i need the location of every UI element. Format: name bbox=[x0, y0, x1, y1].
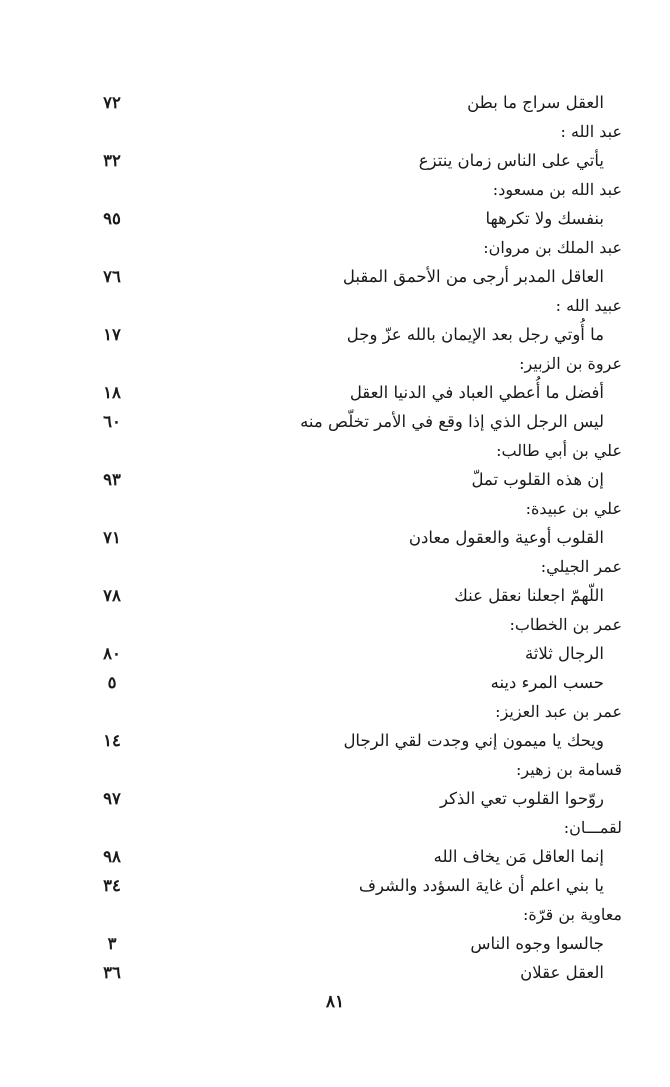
saying-text: يا بني اعلم أن غاية السؤدد والشرف bbox=[358, 876, 604, 895]
page-reference: ٧٢ bbox=[103, 93, 121, 112]
person-name: عمر الجيلي: bbox=[540, 557, 622, 576]
person-name: معاوية بن قرّة: bbox=[523, 905, 622, 924]
index-saying-row bbox=[100, 784, 622, 813]
person-name: عبد الله : bbox=[560, 122, 622, 141]
page-reference: ٣٦ bbox=[103, 963, 121, 982]
person-name: عروة بن الزبير: bbox=[519, 354, 622, 373]
saying-text: القلوب أوعية والعقول معادن bbox=[408, 528, 604, 547]
index-person-heading bbox=[100, 175, 622, 204]
page-reference: ٦٠ bbox=[103, 412, 121, 431]
page-reference: ١٨ bbox=[103, 383, 121, 402]
index-saying-row bbox=[100, 523, 622, 552]
saying-text: بنفسك ولا تكرهها bbox=[485, 209, 604, 228]
page-reference: ٣ bbox=[107, 934, 117, 953]
index-person-heading bbox=[100, 349, 622, 378]
index-saying-row bbox=[100, 88, 622, 117]
saying-text: إن هذه القلوب تملّ bbox=[471, 470, 604, 489]
person-name: عبد الملك بن مروان: bbox=[483, 238, 622, 257]
index-saying-row bbox=[100, 726, 622, 755]
page-reference: ٧٨ bbox=[103, 586, 121, 605]
index-person-heading bbox=[100, 494, 622, 523]
index-person-heading bbox=[100, 610, 622, 639]
index-person-heading bbox=[100, 900, 622, 929]
saying-text: جالسوا وجوه الناس bbox=[470, 934, 604, 953]
page-reference: ١٤ bbox=[103, 731, 121, 750]
person-name: علي بن أبي طالب: bbox=[496, 441, 622, 460]
index-saying-row bbox=[100, 204, 622, 233]
person-name: عمر بن عبد العزيز: bbox=[495, 702, 622, 721]
saying-text: يأتي على الناس زمان ينتزع bbox=[418, 151, 604, 170]
index-person-heading bbox=[100, 291, 622, 320]
index-saying-row bbox=[100, 668, 622, 697]
index-saying-row bbox=[100, 639, 622, 668]
page-number: ٨١ bbox=[325, 992, 345, 1012]
saying-text: حسب المرء دينه bbox=[490, 673, 604, 692]
person-name: عبيد الله : bbox=[555, 296, 622, 315]
person-name: قسامة بن زهير: bbox=[516, 760, 622, 779]
page-reference: ٩٣ bbox=[103, 470, 121, 489]
page-reference: ٩٨ bbox=[103, 847, 121, 866]
index-saying-row bbox=[100, 958, 622, 987]
person-name: عمر بن الخطاب: bbox=[509, 615, 622, 634]
saying-text: إنما العاقل مَن يخاف الله bbox=[433, 847, 604, 866]
index-saying-row bbox=[100, 320, 622, 349]
saying-text: العقل سراج ما بطن bbox=[467, 93, 604, 112]
page-reference: ٧٦ bbox=[103, 267, 121, 286]
index-saying-row bbox=[100, 465, 622, 494]
page-reference: ٧١ bbox=[103, 528, 121, 547]
index-person-heading bbox=[100, 813, 622, 842]
index-saying-row bbox=[100, 842, 622, 871]
saying-text: الرجال ثلاثة bbox=[524, 644, 604, 663]
page-reference: ٨٠ bbox=[103, 644, 121, 663]
index-saying-row bbox=[100, 262, 622, 291]
index-saying-row bbox=[100, 407, 622, 436]
page-reference: ٣٢ bbox=[103, 151, 121, 170]
saying-text: العاقل المدبر أرجى من الأحمق المقبل bbox=[342, 267, 604, 286]
index-person-heading bbox=[100, 436, 622, 465]
index-person-heading bbox=[100, 117, 622, 146]
person-name: لقمـــان: bbox=[563, 818, 622, 837]
index-saying-row bbox=[100, 378, 622, 407]
index-person-heading bbox=[100, 552, 622, 581]
saying-text: أفضل ما أُعطي العباد في الدنيا العقل bbox=[349, 383, 604, 402]
saying-text: اللّهمّ اجعلنا نعقل عنك bbox=[454, 586, 604, 605]
page-reference: ١٧ bbox=[103, 325, 121, 344]
index-person-heading bbox=[100, 233, 622, 262]
index-person-heading bbox=[100, 755, 622, 784]
index-saying-row bbox=[100, 871, 622, 900]
saying-text: ويحك يا ميمون إني وجدت لقي الرجال bbox=[343, 731, 604, 750]
saying-text: ليس الرجل الذي إذا وقع في الأمر تخلّص منه bbox=[300, 412, 604, 431]
page-reference: ٩٥ bbox=[103, 209, 121, 228]
page-reference: ٥ bbox=[107, 673, 117, 692]
saying-text: ما أُوتي رجل بعد الإيمان بالله عزّ وجل bbox=[346, 325, 604, 344]
saying-text: العقل عقلان bbox=[520, 963, 604, 982]
person-name: علي بن عبيدة: bbox=[525, 499, 622, 518]
page-reference: ٩٧ bbox=[103, 789, 121, 808]
saying-text: روّحوا القلوب تعي الذكر bbox=[440, 789, 604, 808]
index-saying-row bbox=[100, 146, 622, 175]
index-saying-row bbox=[100, 929, 622, 958]
person-name: عبد الله بن مسعود: bbox=[492, 180, 622, 199]
page-reference: ٣٤ bbox=[103, 876, 121, 895]
index-list bbox=[100, 88, 622, 987]
index-person-heading bbox=[100, 697, 622, 726]
index-saying-row bbox=[100, 581, 622, 610]
